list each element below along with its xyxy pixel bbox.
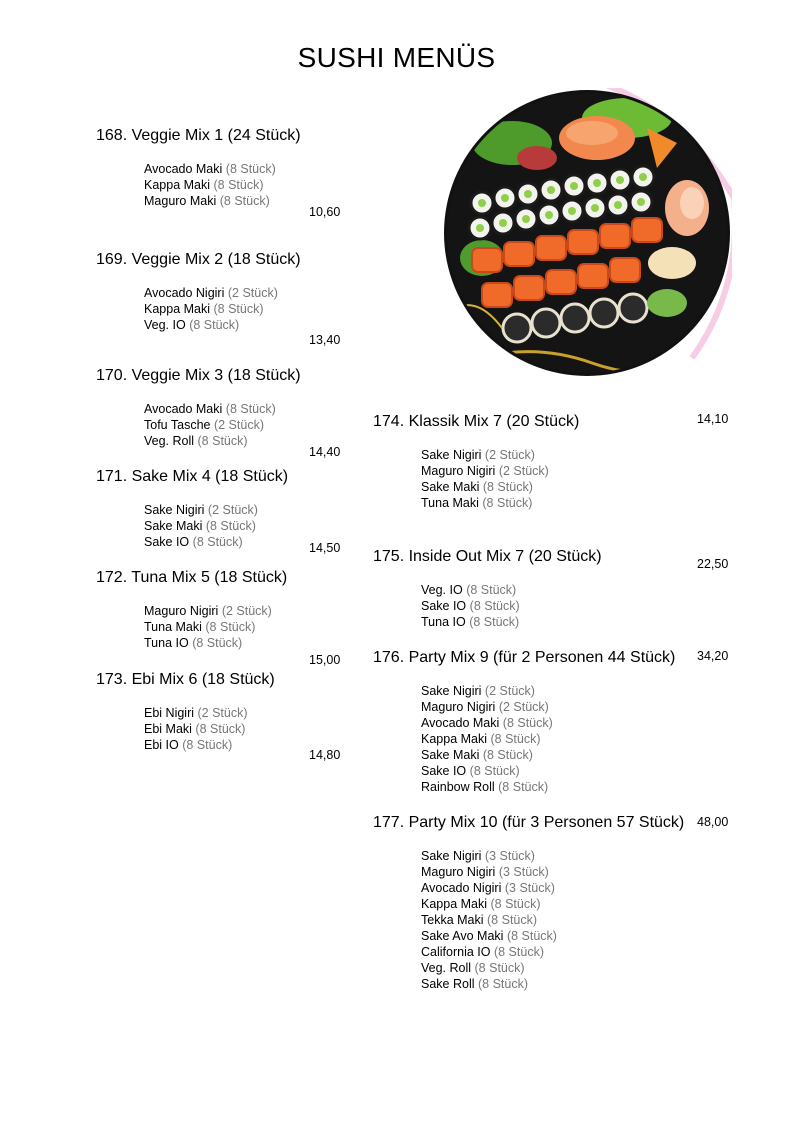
content-line [144, 161, 276, 177]
content-name: Maguro Maki [144, 194, 217, 208]
content-line [144, 705, 248, 721]
content-name: Sake Maki [421, 748, 480, 762]
content-name: Maguro Nigiri [144, 604, 219, 618]
menu-item-price: 14,10 [697, 412, 729, 426]
content-line [144, 603, 272, 619]
menu-item-title: 177. Party Mix 10 (für 3 Personen 57 Stück) [373, 814, 685, 831]
menu-item-contents [144, 285, 278, 333]
content-line [421, 447, 549, 463]
content-qty: (2 Stück) [498, 464, 549, 478]
content-line [421, 747, 553, 763]
menu-item-title: 174. Klassik Mix 7 (20 Stück) [373, 413, 580, 430]
content-line [144, 285, 278, 301]
content-name: Kappa Maki [421, 897, 488, 911]
content-line [144, 737, 248, 753]
menu-item-price: 22,50 [697, 557, 729, 571]
content-qty: (8 Stück) [189, 318, 240, 332]
content-name: Sake IO [421, 764, 467, 778]
content-qty: (3 Stück) [498, 865, 549, 879]
content-qty: (8 Stück) [474, 961, 525, 975]
content-line [421, 779, 553, 795]
content-qty: (8 Stück) [192, 636, 243, 650]
content-qty: (8 Stück) [219, 194, 270, 208]
content-name: Avocado Maki [144, 162, 223, 176]
content-name: California IO [421, 945, 491, 959]
content-name: Kappa Maki [144, 178, 211, 192]
content-line [421, 731, 553, 747]
content-qty: (3 Stück) [484, 849, 535, 863]
sushi-platter-image [442, 88, 732, 378]
content-name: Avocado Nigiri [144, 286, 225, 300]
content-name: Sake Roll [421, 977, 475, 991]
content-name: Sake IO [421, 599, 467, 613]
content-qty: (8 Stück) [482, 496, 533, 510]
content-name: Veg. IO [144, 318, 186, 332]
menu-item-title: 168. Veggie Mix 1 (24 Stück) [96, 127, 301, 144]
menu-item-price: 14,40 [309, 445, 341, 459]
content-line [421, 848, 557, 864]
content-line [421, 699, 553, 715]
content-name: Sake Nigiri [421, 448, 482, 462]
content-qty: (8 Stück) [490, 732, 541, 746]
content-line [421, 763, 553, 779]
content-qty: (8 Stück) [192, 535, 243, 549]
menu-item-price: 15,00 [309, 653, 341, 667]
content-qty: (8 Stück) [490, 897, 541, 911]
content-line [421, 896, 557, 912]
content-line [421, 960, 557, 976]
menu-item-price: 48,00 [697, 815, 729, 829]
content-qty: (8 Stück) [205, 519, 256, 533]
content-qty: (8 Stück) [197, 434, 248, 448]
content-qty: (8 Stück) [466, 583, 517, 597]
menu-item-title: 172. Tuna Mix 5 (18 Stück) [96, 569, 288, 586]
menu-item-title: 175. Inside Out Mix 7 (20 Stück) [373, 548, 602, 565]
content-qty: (8 Stück) [469, 615, 520, 629]
content-qty: (3 Stück) [504, 881, 555, 895]
content-qty: (8 Stück) [487, 913, 538, 927]
content-qty: (2 Stück) [484, 448, 535, 462]
menu-item-price: 10,60 [309, 205, 341, 219]
content-line [421, 614, 520, 630]
content-qty: (8 Stück) [469, 764, 520, 778]
content-name: Ebi IO [144, 738, 179, 752]
content-line [144, 619, 272, 635]
content-name: Avocado Maki [144, 402, 223, 416]
content-line [421, 976, 557, 992]
content-line [144, 518, 258, 534]
menu-item-contents [144, 502, 258, 550]
content-name: Ebi Maki [144, 722, 192, 736]
menu-item-title: 173. Ebi Mix 6 (18 Stück) [96, 671, 275, 688]
menu-item-price: 34,20 [697, 649, 729, 663]
content-name: Tuna IO [421, 615, 466, 629]
content-qty: (2 Stück) [207, 503, 258, 517]
menu-item-contents [144, 401, 276, 449]
content-qty: (2 Stück) [197, 706, 248, 720]
content-qty: (2 Stück) [227, 286, 278, 300]
content-line [421, 495, 549, 511]
content-qty: (8 Stück) [498, 780, 549, 794]
menu-item-contents [144, 161, 276, 209]
content-qty: (8 Stück) [506, 929, 557, 943]
content-line [421, 944, 557, 960]
content-line [144, 177, 276, 193]
content-line [421, 880, 557, 896]
content-line [144, 301, 278, 317]
content-line [421, 715, 553, 731]
content-line [421, 582, 520, 598]
content-line [144, 721, 248, 737]
menu-item-price: 13,40 [309, 333, 341, 347]
content-qty: (8 Stück) [213, 178, 264, 192]
content-line [421, 928, 557, 944]
content-name: Sake Avo Maki [421, 929, 504, 943]
menu-item-title: 176. Party Mix 9 (für 2 Personen 44 Stück) [373, 649, 676, 666]
content-name: Tuna Maki [421, 496, 479, 510]
menu-item-contents [421, 683, 553, 795]
content-line [421, 912, 557, 928]
content-qty: (2 Stück) [498, 700, 549, 714]
content-qty: (8 Stück) [482, 480, 533, 494]
content-name: Sake Maki [144, 519, 203, 533]
menu-item-contents [421, 447, 549, 511]
menu-item-price: 14,50 [309, 541, 341, 555]
content-qty: (8 Stück) [482, 748, 533, 762]
content-line [144, 417, 276, 433]
content-name: Sake IO [144, 535, 190, 549]
content-line [421, 683, 553, 699]
content-line [144, 317, 278, 333]
content-qty: (8 Stück) [213, 302, 264, 316]
content-name: Maguro Nigiri [421, 464, 496, 478]
content-name: Veg. IO [421, 583, 463, 597]
content-line [144, 193, 276, 209]
content-line [421, 598, 520, 614]
content-name: Sake Nigiri [421, 684, 482, 698]
content-name: Maguro Nigiri [421, 865, 496, 879]
content-name: Rainbow Roll [421, 780, 495, 794]
content-name: Ebi Nigiri [144, 706, 195, 720]
page-title: SUSHI MENÜS [297, 42, 496, 73]
menu-item-contents [144, 705, 248, 753]
content-qty: (2 Stück) [484, 684, 535, 698]
content-qty: (8 Stück) [195, 722, 246, 736]
content-line [144, 401, 276, 417]
content-name: Tofu Tasche [144, 418, 211, 432]
content-qty: (8 Stück) [205, 620, 256, 634]
content-line [144, 635, 272, 651]
menu-item-title: 171. Sake Mix 4 (18 Stück) [96, 468, 289, 485]
menu-item-price: 14,80 [309, 748, 341, 762]
content-qty: (2 Stück) [213, 418, 264, 432]
content-name: Sake Nigiri [144, 503, 205, 517]
content-qty: (8 Stück) [225, 162, 276, 176]
content-name: Avocado Maki [421, 716, 500, 730]
content-line [144, 433, 276, 449]
menu-item-contents [421, 582, 520, 630]
content-name: Tekka Maki [421, 913, 484, 927]
content-qty: (8 Stück) [477, 977, 528, 991]
content-name: Maguro Nigiri [421, 700, 496, 714]
menu-item-contents [421, 848, 557, 992]
menu-item-title: 170. Veggie Mix 3 (18 Stück) [96, 367, 301, 384]
content-name: Kappa Maki [421, 732, 488, 746]
menu-item-contents [144, 603, 272, 651]
content-qty: (8 Stück) [225, 402, 276, 416]
content-qty: (2 Stück) [221, 604, 272, 618]
content-name: Avocado Nigiri [421, 881, 502, 895]
content-name: Sake Maki [421, 480, 480, 494]
content-qty: (8 Stück) [493, 945, 544, 959]
content-qty: (8 Stück) [502, 716, 553, 730]
content-line [421, 463, 549, 479]
content-name: Veg. Roll [144, 434, 195, 448]
content-line [144, 534, 258, 550]
content-qty: (8 Stück) [182, 738, 233, 752]
content-name: Veg. Roll [421, 961, 472, 975]
content-name: Kappa Maki [144, 302, 211, 316]
content-name: Tuna IO [144, 636, 189, 650]
content-name: Sake Nigiri [421, 849, 482, 863]
content-name: Tuna Maki [144, 620, 202, 634]
content-line [421, 864, 557, 880]
content-line [144, 502, 258, 518]
menu-item-title: 169. Veggie Mix 2 (18 Stück) [96, 251, 301, 268]
content-qty: (8 Stück) [469, 599, 520, 613]
content-line [421, 479, 549, 495]
